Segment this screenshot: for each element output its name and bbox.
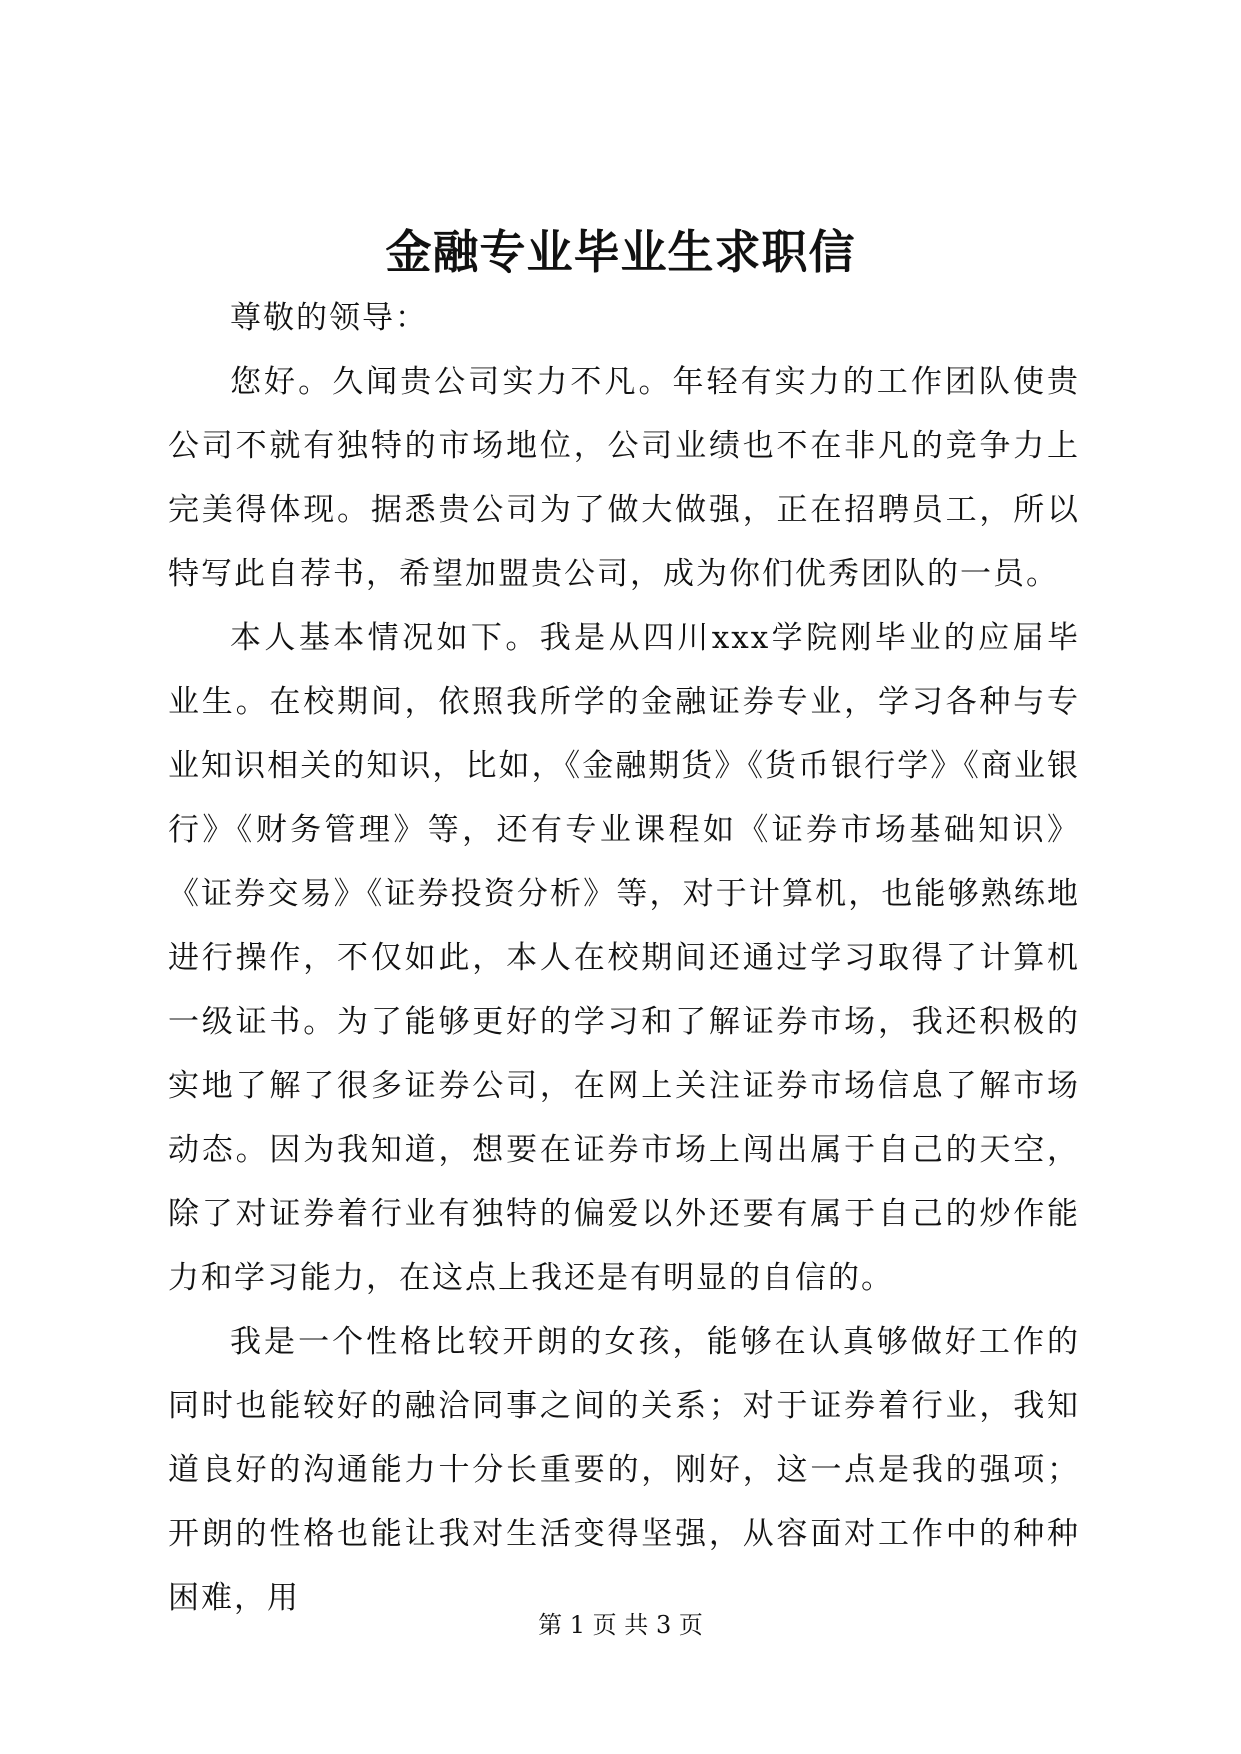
paragraph-personality: 我是一个性格比较开朗的女孩，能够在认真够做好工作的同时也能较好的融洽同事之间的关系；对于证券着行业，我知道良好的沟通能力十分长重要的，刚好，这一点是我的强项；开朗的性格也能让我对生活变得坚强，从容面对工作中的种种困难，用 [168,1324,1080,1616]
page-number: 第 1 页 共 3 页 [538,1611,703,1639]
document-title: 金融专业毕业生求职信 [385,225,856,279]
letter-body [168,286,1080,1630]
paragraph-background: 本人基本情况如下。我是从四川xxx学院刚毕业的应届毕业生。在校期间，依照我所学的金融证券专业，学习各种与专业知识相关的知识，比如，《金融期货》《货币银行学》《商业银行》《财务管理》等，还有专业课程如《证券市场基础知识》《证券交易》《证券投资分析》等，对于计算机，也能够熟练地进行操作，不仅如此，本人在校期间还通过学习取得了计算机一级证书。为了能够更好的学习和了解证券市场，我还积极的实地了解了很多证券公司，在网上关注证券市场信息了解市场动态。因为我知道，想要在证券市场上闯出属于自己的天空，除了对证券着行业有独特的偏爱以外还要有属于自己的炒作能力和学习能力，在这点上我还是有明显的自信的。 [168,620,1080,1296]
salutation: 尊敬的领导： [230,300,428,336]
paragraph-greeting: 您好。久闻贵公司实力不凡。年轻有实力的工作团队使贵公司不就有独特的市场地位，公司业绩也不在非凡的竞争力上完美得体现。据悉贵公司为了做大做强，正在招聘员工，所以特写此自荐书，希望加盟贵公司，成为你们优秀团队的一员。 [168,364,1080,592]
